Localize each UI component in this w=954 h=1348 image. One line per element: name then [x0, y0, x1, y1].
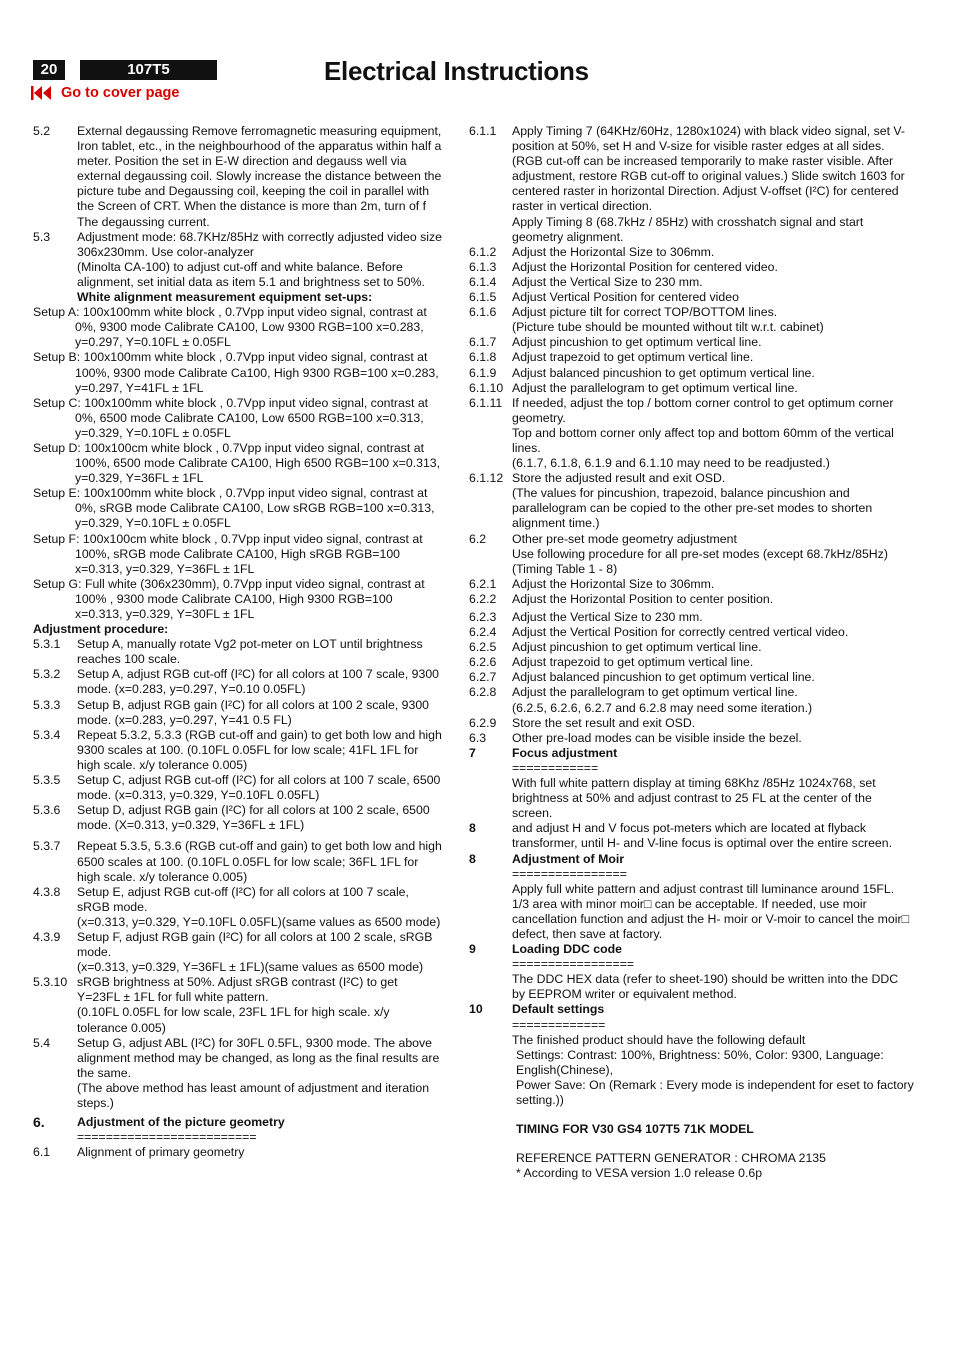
section-8-moir: 8 Adjustment of Moir	[469, 851, 625, 866]
step-6-2-6: 6.2.6 Adjust trapezoid to get optimum vertical line.	[469, 655, 754, 670]
section-6-2: 6.2 Other pre-set mode geometry adjustment	[469, 531, 737, 546]
step-6-1-1: 6.1.1 Apply Timing 7 (64KHz/60Hz, 1280x1024) with black video signal, set V-position at 50%, set H and V-size for visible raster edges at all sides.	[469, 124, 906, 154]
step-5-4: 5.4 Setup G, adjust ABL (I²C) for 30FL 0.5FL, 9300 mode. The above alignment method may be changed, as long as the final results are the same.	[33, 1035, 440, 1080]
setup-d: Setup D: 100x100cm white block , 0.7Vpp input video signal, contrast at 100%, 6500 mode Calibrate CA100, High 6500 RGB=100 x=0.313, y=0.329, Y=36FL ± 1FL	[33, 440, 441, 486]
step-6-2-4: 6.2.4 Adjust the Vertical Position for correctly centred vertical video.	[469, 625, 849, 640]
section-5-3: 5.3 Adjustment mode: 68.7KHz/85Hz with correctly adjusted video size 306x230mm. Use color-analyzer	[33, 229, 442, 259]
focus-text: With full white pattern display at timing 68Khz /85Hz 1024x768, set brightness at 50% and adjust contrast to 25 FL at the center of the screen.	[512, 776, 876, 821]
step-6-2-8: 6.2.8 Adjust the parallelogram to get optimum vertical line.	[469, 685, 798, 700]
step-6-1-9: 6.1.9 Adjust balanced pincushion to get optimum vertical line.	[469, 365, 815, 380]
ddc-rule: =================	[512, 957, 635, 972]
step-6-1-4: 6.1.4 Adjust the Vertical Size to 230 mm.	[469, 274, 703, 289]
step-4-3-9: 4.3.9 Setup F, adjust RGB gain (I²C) for all colors at 100 2 scale, sRGB mode.	[33, 929, 433, 960]
setup-a: Setup A: 100x100mm white block , 0.7Vpp input video signal, contrast at 0%, 9300 mode Calibrate CA100, Low 9300 RGB=100 x=0.283, y=0.297, Y=0.10FL ± 0.05FL	[33, 305, 427, 350]
moir-text: Apply full white pattern and adjust contrast till luminance around 15FL. 1/3 area with minor moir□ can be acceptable. If needed, use moir cancellation function and adjust the H- moir or V-moir to cancel the moir□ defect, then save at factory.	[512, 881, 910, 941]
step-5-3-6: 5.3.6 Setup D, adjust RGB gain (I²C) for all colors at 100 2 scale, 6500 mode. (X=0.313, y=0.329, Y=36FL ± 1FL)	[33, 803, 430, 833]
rewind-icon	[31, 85, 53, 101]
section-9-ddc: 9 Loading DDC code	[469, 942, 622, 957]
vesa-note: * According to VESA version 1.0 release 0.6p	[516, 1166, 763, 1181]
step-6-2-5: 6.2.5 Adjust pincushion to get optimum vertical line.	[469, 640, 762, 655]
step-4-3-9-cont: (x=0.313, y=0.329, Y=36FL ± 1FL)(same values as 6500 mode)	[77, 960, 424, 975]
defaults-text: The finished product should have the following default	[512, 1032, 806, 1047]
step-5-3-2: 5.3.2 Setup A, adjust RGB cut-off (I²C) for all colors at 100 7 scale, 9300 mode. (x=0.283, y=0.297, Y=0.10 0.05FL)	[33, 667, 440, 697]
section-7-focus: 7 Focus adjustment	[469, 745, 618, 760]
setup-b: Setup B: 100x100mm white block , 0.7Vpp input video signal, contrast at 100%, 9300 mode Calibrate Ca100, High 9300 RGB=100 x=0.283, y=0.297, Y=41FL ± 1FL	[33, 350, 439, 395]
left-column	[33, 124, 443, 1160]
step-6-1-8: 6.1.8 Adjust trapezoid to get optimum vertical line.	[469, 350, 754, 365]
focus-rule: ============	[512, 760, 599, 775]
step-6-2-8-cont: (6.2.5, 6.2.6, 6.2.7 and 6.2.8 may need some iteration.)	[512, 700, 813, 715]
defaults-settings: Settings: Contrast: 100%, Brightness: 50%, Color: 9300, Language: English(Chinese),	[516, 1047, 884, 1077]
step-6-1-11-cont2: (6.1.7, 6.1.8, 6.1.9 and 6.1.10 may need to be readjusted.)	[512, 456, 830, 471]
defaults-power-save: Power Save: On (Remark : Every mode is independent for eset to factory setting.))	[516, 1077, 914, 1107]
step-4-3-8-cont: (x=0.313, y=0.329, Y=0.10FL 0.05FL)(same values as 6500 mode)	[77, 914, 441, 929]
step-5-3-10: 5.3.10 sRGB brightness at 50%. Adjust sRGB contrast (I²C) to get Y=23FL ± 1FL for full white pattern.	[33, 975, 398, 1005]
model-label: 107T5	[80, 60, 217, 80]
step-5-3-5: 5.3.5 Setup C, adjust RGB cut-off (I²C) for all colors at 100 7 scale, 6500 mode. (x=0.313, y=0.329, Y=0.10FL 0.05FL)	[33, 773, 441, 803]
section-10-defaults: 10 Default settings	[469, 1002, 605, 1017]
step-6-1-5: 6.1.5 Adjust Vertical Position for centered video	[469, 290, 739, 305]
page-number: 20	[33, 60, 65, 80]
step-6-2-7: 6.2.7 Adjust balanced pincushion to get optimum vertical line.	[469, 670, 815, 685]
section-6: 6. Adjustment of the picture geometry	[33, 1114, 285, 1131]
section-5-2: 5.2 External degaussing Remove ferromagnetic measuring equipment, Iron tablet, etc., in the neighbourhood of the apparatus within half a meter. Position the set in E-W direction and degauss well via external degaussing coil. Slowly increase the distance between the picture tube and Degaussing coil, keeping the coil in parallel with the Screen of CRT. When the distance is more than 2m, turn of f The degaussing current.	[33, 124, 442, 229]
section-6-rule: =========================	[77, 1130, 257, 1145]
step-6-1-1-cont: (RGB cut-off can be increased temporarily to make raster visible. After adjustment, restore RGB cut-off to original values.) Slide switch 1603 for centered raster in horizontal Direction. Adjust V-offset (I²C) for centered raster in vertical direction.	[512, 154, 905, 214]
step-6-2-9: 6.2.9 Store the set result and exit OSD.	[469, 715, 696, 730]
step-4-3-8: 4.3.8 Setup E, adjust RGB cut-off (I²C) for all colors at 100 7 scale, sRGB mode.	[33, 884, 409, 914]
page-title: Electrical Instructions	[324, 56, 589, 86]
step-5-3-4: 5.3.4 Repeat 5.3.2, 5.3.3 (RGB cut-off and gain) to get both low and high 9300 scales at 100. (0.10FL 0.05FL for low scale; 41FL 1FL for high scale. x/y tolerance 0.005)	[33, 727, 442, 772]
adjustment-procedure-heading: Adjustment procedure:	[33, 622, 169, 637]
timing-heading: TIMING FOR V30 GS4 107T5 71K MODEL	[516, 1122, 754, 1137]
setup-c: Setup C: 100x100mm white block , 0.7Vpp input video signal, contrast at 0%, 6500 mode Calibrate CA100, Low 6500 RGB=100 x=0.313, y=0.329, Y=0.10FL ± 0.05FL	[33, 395, 429, 440]
step-6-1-6: 6.1.6 Adjust picture tilt for correct TOP/BOTTOM lines.	[469, 305, 778, 320]
section-5-3-cont: (Minolta CA-100) to adjust cut-off and white balance. Before alignment, set initial data as item 5.1 and brightness set to 50%.	[77, 259, 425, 289]
setup-e: Setup E: 100x100mm white block , 0.7Vpp input video signal, contrast at 0%, sRGB mode Calibrate CA100, Low sRGB RGB=100 x=0.313, y=0.329, Y=0.10FL ± 0.05FL	[33, 486, 435, 531]
step-6-1-6-cont: (Picture tube should be mounted without tilt w.r.t. cabinet)	[512, 320, 824, 335]
moir-rule: ================	[512, 866, 627, 881]
step-6-1-1-cont2: Apply Timing 8 (68.7kHz / 85Hz) with crosshatch signal and start geometry alignment.	[512, 214, 864, 244]
step-6-1-12: 6.1.12 Store the adjusted result and exit OSD.	[469, 471, 726, 486]
section-8-focus: 8 and adjust H and V focus pot-meters which are located at flyback transformer, until H- and V-line focus is optimal over the entire screen.	[469, 821, 893, 851]
go-to-cover-label: Go to cover page	[61, 85, 180, 101]
reference-generator: REFERENCE PATTERN GENERATOR : CHROMA 2135	[516, 1151, 826, 1166]
setup-g: Setup G: Full white (306x230mm), 0.7Vpp input video signal, contrast at 100% , 9300 mode Calibrate CA100, High 9300 RGB=100 x=0.313, y=0.329, Y=30FL ± 1FL	[33, 576, 425, 621]
step-5-3-1: 5.3.1 Setup A, manually rotate Vg2 pot-meter on LOT until brightness reaches 100 scale.	[33, 637, 423, 667]
step-6-1-11-cont: Top and bottom corner only affect top and bottom 60mm of the vertical lines.	[512, 425, 894, 455]
section-6-3: 6.3 Other pre-load modes can be visible inside the bezel.	[469, 730, 802, 745]
ddc-text: The DDC HEX data (refer to sheet-190) should be written into the DDC by EEPROM writer or equivalent method.	[512, 972, 899, 1002]
setup-f: Setup F: 100x100cm white block , 0.7Vpp input video signal, contrast at 100%, sRGB mode Calibrate CA100, High sRGB RGB=100 x=0.313, y=0.329, Y=36FL ± 1FL	[33, 531, 423, 576]
right-column	[469, 124, 914, 1181]
step-5-3-3: 5.3.3 Setup B, adjust RGB gain (I²C) for all colors at 100 2 scale, 9300 mode. (x=0.283, y=0.297, Y=41 0.5 FL)	[33, 697, 430, 727]
step-5-3-7: 5.3.7 Repeat 5.3.5, 5.3.6 (RGB cut-off and gain) to get both low and high 6500 scales at 100. (0.10FL 0.05FL for low scale; 36FL 1FL for high scale. x/y tolerance 0.005)	[33, 839, 442, 884]
step-5-4-cont: (The above method has least amount of adjustment and iteration steps.)	[77, 1080, 430, 1110]
step-6-2-2: 6.2.2 Adjust the Horizontal Position to center position.	[469, 591, 774, 606]
section-6-1: 6.1 Alignment of primary geometry	[33, 1145, 245, 1160]
step-6-1-7: 6.1.7 Adjust pincushion to get optimum vertical line.	[469, 335, 762, 350]
white-alignment-heading: White alignment measurement equipment set-ups:	[77, 290, 373, 305]
step-6-2-3: 6.2.3 Adjust the Vertical Size to 230 mm.	[469, 610, 703, 624]
section-6-2-cont: Use following procedure for all pre-set modes (except 68.7kHz/85Hz) (Timing Table 1 - 8)	[512, 546, 888, 576]
step-6-1-11: 6.1.11 If needed, adjust the top / bottom corner control to get optimum corner geometry.	[469, 395, 894, 425]
go-to-cover-link[interactable]	[31, 85, 179, 101]
step-6-1-3: 6.1.3 Adjust the Horizontal Position for centered video.	[469, 259, 778, 274]
step-6-1-12-cont: (The values for pincushion, trapezoid, balance pincushion and parallelogram can be copied to the other pre-set modes to shorten alignment time.)	[512, 486, 873, 531]
step-6-1-2: 6.1.2 Adjust the Horizontal Size to 306mm.	[469, 244, 715, 259]
defaults-rule: =============	[512, 1017, 606, 1032]
step-6-1-10: 6.1.10 Adjust the parallelogram to get optimum vertical line.	[469, 380, 798, 395]
step-6-2-1: 6.2.1 Adjust the Horizontal Size to 306mm.	[469, 576, 715, 591]
step-5-3-10-cont: (0.10FL 0.05FL for low scale, 23FL 1FL for high scale. x/y tolerance 0.005)	[77, 1005, 390, 1035]
